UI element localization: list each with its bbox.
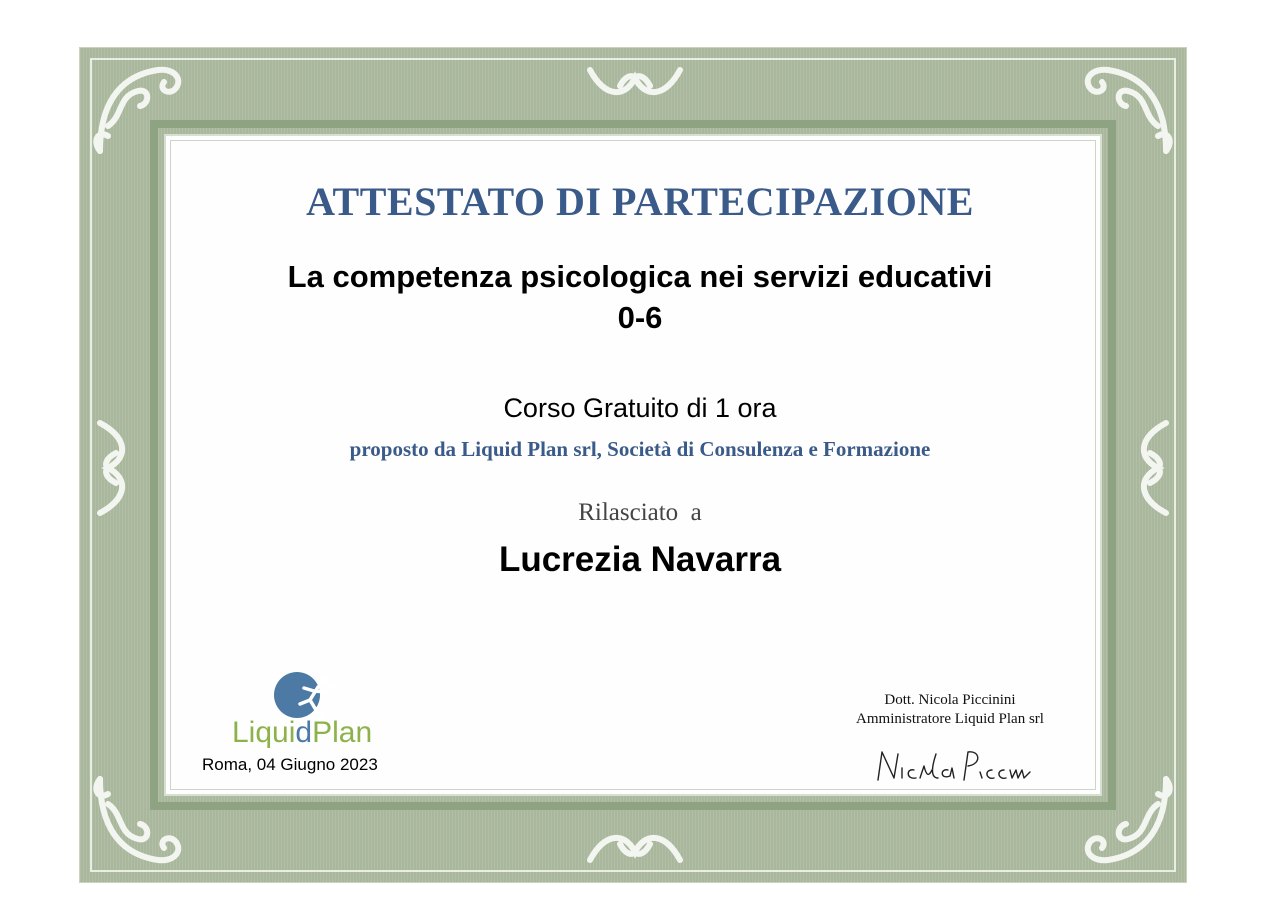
course-title-line1: La competenza psicologica nei servizi educativi [287,259,993,294]
course-subtitle: Corso Gratuito di 1 ora [503,393,777,423]
logo-wordmark: LiquidPlan [232,716,373,749]
place-date: Roma, 04 Giugno 2023 [202,755,378,774]
bottom-ornament-icon [580,822,690,872]
issued-label: Rilasciato a [578,499,702,526]
top-ornament-icon [580,58,690,108]
liquidplan-logo [232,668,392,752]
provider-line: proposto da Liquid Plan srl, Società di Consulenza e Formazione [349,437,931,461]
recipient-name: Lucrezia Navarra [498,540,782,579]
handwritten-signature [872,744,1047,793]
corner-ornament-icon [88,764,198,874]
corner-ornament-icon [88,56,198,166]
corner-ornament-icon [1068,764,1178,874]
signer-name: Dott. Nicola Piccinini [884,692,1016,708]
course-title [0,256,1280,338]
course-title-line2: 0-6 [617,300,663,335]
certificate-title: ATTESTATO DI PARTECIPAZIONE [306,179,974,224]
corner-ornament-icon [1068,56,1178,166]
signer-role: Amministratore Liquid Plan srl [856,711,1044,727]
